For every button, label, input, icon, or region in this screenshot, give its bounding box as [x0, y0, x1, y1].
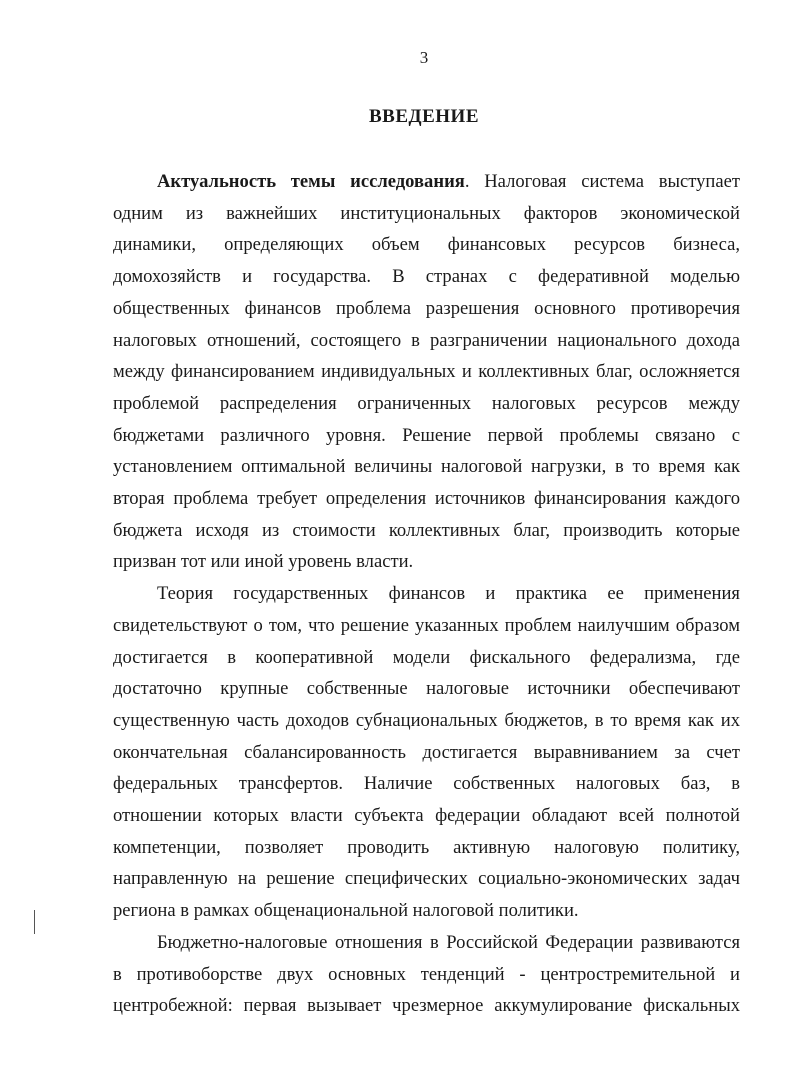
text-line: вторая проблема требует определения источников финансирования каждого	[113, 488, 740, 510]
text-line: компетенции, позволяет проводить активную налоговую политику,	[113, 836, 740, 858]
text-line: Бюджетно-налоговые отношения в Российской Федерации развиваются	[157, 931, 740, 953]
text-line: между финансированием индивидуальных и коллективных благ, осложняется	[113, 361, 740, 383]
text-line: существенную часть доходов субнациональных бюджетов, в то время как их	[113, 709, 740, 731]
text-line: федеральных трансфертов. Наличие собственных налоговых баз, в	[113, 773, 740, 795]
text-line: налоговых отношений, состоящего в разграничении национального дохода	[113, 329, 740, 351]
text-line: окончательная сбалансированность достигается выравниванием за счет	[113, 741, 740, 763]
text-line: отношении которых власти субъекта федерации обладают всей полнотой	[113, 805, 740, 827]
text-line: установлением оптимальной величины налоговой нагрузки, в то время как	[113, 456, 740, 478]
page-number: 3	[419, 48, 429, 67]
body-text	[113, 166, 740, 1022]
paragraph-3	[113, 927, 740, 1022]
text-line: достигается в кооперативной модели фискального федерализма, где	[113, 646, 740, 668]
text-line: региона в рамках общенациональной налоговой политики.	[113, 900, 579, 922]
section-heading: ВВЕДЕНИЕ	[369, 106, 479, 127]
text-line: общественных финансов проблема разрешения основного противоречия	[113, 297, 740, 319]
text-line: направленную на решение специфических социально-экономических задач	[113, 868, 740, 890]
text-line: свидетельствуют о том, что решение указанных проблем наилучшим образом	[113, 614, 740, 636]
text-line: бюджетами различного уровня. Решение первой проблемы связано с	[113, 424, 740, 446]
margin-mark	[34, 910, 35, 934]
text-line: Актуальность темы исследования. Налоговая система выступает	[157, 171, 740, 192]
text-line: достаточно крупные собственные налоговые источники обеспечивают	[113, 678, 740, 700]
bold-lead: Актуальность темы исследования	[157, 171, 465, 192]
text-line: домохозяйств и государства. В странах с федеративной моделью	[113, 266, 740, 288]
text-line: динамики, определяющих объем финансовых ресурсов бизнеса,	[113, 234, 740, 256]
text-line: призван тот или иной уровень власти.	[113, 551, 414, 573]
paragraph-2	[113, 578, 740, 927]
text-line: центробежной: первая вызывает чрезмерное аккумулирование фискальных	[113, 995, 740, 1017]
text-line: проблемой распределения ограниченных налоговых ресурсов между	[113, 392, 740, 414]
text-line: в противоборстве двух основных тенденций - центростремительной и	[113, 963, 740, 985]
text-line: бюджета исходя из стоимости коллективных благ, производить которые	[113, 519, 740, 541]
text-line: Теория государственных финансов и практика ее применения	[157, 583, 740, 605]
text-line: одним из важнейших институциональных факторов экономической	[113, 202, 740, 224]
paragraph-1	[113, 166, 740, 578]
